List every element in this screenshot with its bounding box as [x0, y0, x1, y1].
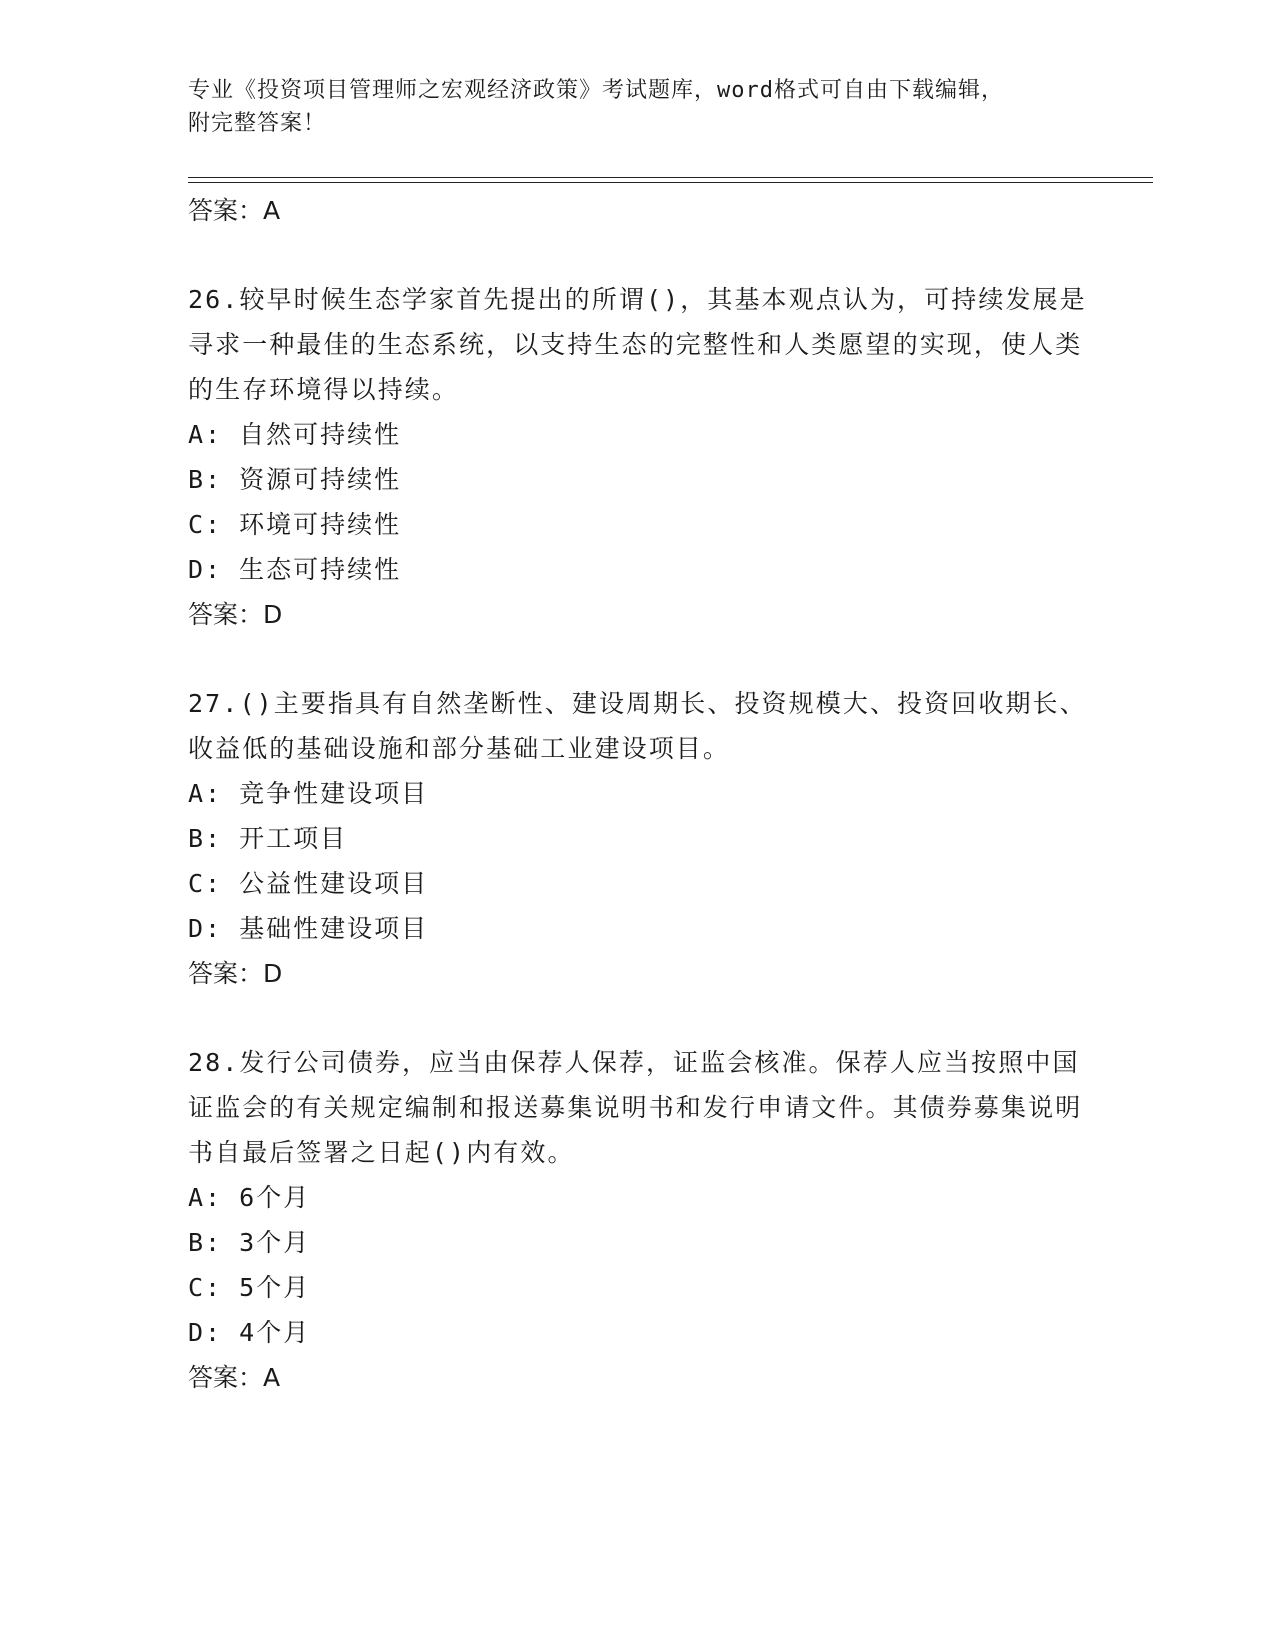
option-c: C: 公益性建设项目	[188, 869, 429, 898]
header-line-2: 附完整答案！	[188, 111, 327, 136]
question-28	[188, 1040, 1088, 1401]
option-d: D: 4个月	[188, 1318, 311, 1347]
option-b: B: 开工项目	[188, 824, 348, 853]
option-d: D: 生态可持续性	[188, 555, 402, 584]
header-divider-top	[188, 177, 1153, 178]
option-b: B: 3个月	[188, 1228, 311, 1257]
question-answer: 答案：D	[188, 959, 283, 988]
document-header	[188, 74, 1088, 140]
question-list	[188, 188, 1088, 1401]
question-27	[188, 681, 1088, 997]
option-a: A: 6个月	[188, 1183, 311, 1212]
question-answer: 答案：D	[188, 600, 283, 629]
option-c: C: 5个月	[188, 1273, 311, 1302]
option-b: B: 资源可持续性	[188, 465, 402, 494]
option-c: C: 环境可持续性	[188, 510, 402, 539]
question-stem: 27.()主要指具有自然垄断性、建设周期长、投资规模大、投资回收期长、收益低的基础设施和部分基础工业建设项目。	[188, 689, 1087, 763]
header-line-1: 专业《投资项目管理师之宏观经济政策》考试题库，word格式可自由下载编辑，	[188, 78, 1004, 103]
option-d: D: 基础性建设项目	[188, 914, 429, 943]
option-a: A: 自然可持续性	[188, 420, 402, 449]
question-stem: 28.发行公司债券，应当由保荐人保荐，证监会核准。保荐人应当按照中国证监会的有关规定编制和报送募集说明书和发行申请文件。其债券募集说明书自最后签署之日起()内有效。	[188, 1048, 1083, 1167]
option-a: A: 竞争性建设项目	[188, 779, 429, 808]
previous-answer: 答案：A	[188, 196, 281, 225]
question-26	[188, 277, 1088, 638]
question-stem: 26.较早时候生态学家首先提出的所谓()，其基本观点认为，可持续发展是寻求一种最佳的生态系统，以支持生态的完整性和人类愿望的实现，使人类的生存环境得以持续。	[188, 285, 1087, 404]
header-divider-bottom	[188, 182, 1153, 183]
question-answer: 答案：A	[188, 1363, 281, 1392]
